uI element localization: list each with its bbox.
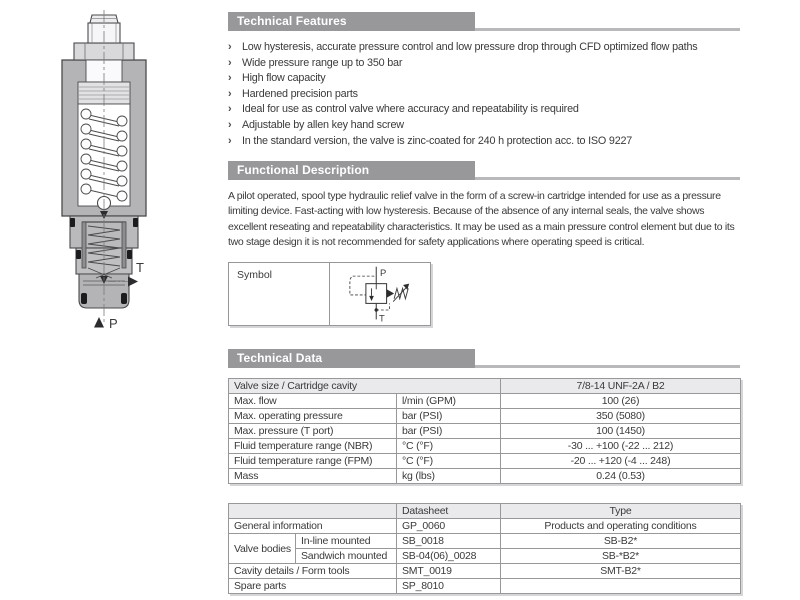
spec-label: Mass [229, 469, 397, 484]
ref-type: SMT-B2* [501, 564, 741, 579]
section-title: Technical Features [237, 14, 347, 28]
valve-cross-section-drawing [52, 10, 192, 335]
spec-value: 100 (26) [501, 394, 741, 409]
feature-text: In the standard version, the valve is zinc-coated for 240 h protection acc. to ISO 9227 [242, 134, 633, 147]
table-header-row [229, 504, 741, 519]
section-functional-description [228, 161, 740, 180]
symbol-t-label: T [379, 312, 385, 324]
bullet-icon: › [228, 118, 232, 131]
list-item [228, 40, 740, 56]
feature-list [228, 40, 740, 149]
table-row [229, 439, 741, 454]
p-port-label: P [109, 316, 118, 331]
spec-unit: kg (lbs) [397, 469, 501, 484]
bullet-icon: › [228, 103, 232, 116]
p-port-marker [94, 316, 118, 331]
ref-datasheet: SMT_0019 [397, 564, 501, 579]
spec-unit: l/min (GPM) [397, 394, 501, 409]
table-row [229, 469, 741, 484]
spec-label: Fluid temperature range (NBR) [229, 439, 397, 454]
spec-label: Fluid temperature range (FPM) [229, 454, 397, 469]
bullet-icon: › [228, 72, 232, 85]
list-item [228, 56, 740, 72]
header-cell: 7/8-14 UNF-2A / B2 [501, 379, 741, 394]
ref-label: General information [229, 519, 397, 534]
bullet-icon: › [228, 56, 232, 69]
symbol-p-label: P [380, 267, 387, 279]
feature-text: Low hysteresis, accurate pressure control and low pressure drop through CFD optimized flow paths [242, 41, 698, 53]
spec-value: -20 ... +120 (-4 ... 248) [501, 454, 741, 469]
table-row [229, 549, 741, 564]
header-cell: Datasheet [397, 504, 501, 519]
ref-type: SB-*B2* [501, 549, 741, 564]
ref-label: Spare parts [229, 579, 397, 594]
section-bar [228, 12, 475, 31]
section-technical-data [228, 349, 740, 368]
feature-text: Adjustable by allen key hand screw [242, 118, 404, 131]
ref-datasheet: SB_0018 [397, 534, 501, 549]
list-item [228, 118, 740, 134]
table-row [229, 519, 741, 534]
section-rule [475, 28, 740, 31]
spec-unit: °C (°F) [397, 454, 501, 469]
bullet-icon: › [228, 134, 232, 147]
spec-value: 0.24 (0.53) [501, 469, 741, 484]
section-technical-features [228, 12, 740, 31]
spec-value: 100 (1450) [501, 424, 741, 439]
ref-type: SB-B2* [501, 534, 741, 549]
hydraulic-symbol [332, 264, 428, 324]
table-row [229, 534, 741, 549]
spec-value: -30 ... +100 (-22 ... 212) [501, 439, 741, 454]
header-cell [229, 504, 397, 519]
table-row [229, 454, 741, 469]
ref-label: Cavity details / Form tools [229, 564, 397, 579]
section-rule [475, 177, 740, 180]
spec-unit: bar (PSI) [397, 409, 501, 424]
spec-unit: bar (PSI) [397, 424, 501, 439]
t-port-label: T [136, 260, 144, 275]
ref-type: Products and operating conditions [501, 519, 741, 534]
ref-datasheet: GP_0060 [397, 519, 501, 534]
list-item [228, 102, 740, 118]
ref-sublabel: Sandwich mounted [296, 549, 397, 564]
ref-datasheet: SB-04(06)_0028 [397, 549, 501, 564]
table-row [229, 394, 741, 409]
ref-label: Valve bodies [229, 534, 296, 564]
list-item [228, 134, 740, 150]
list-item [228, 71, 740, 87]
spec-label: Max. flow [229, 394, 397, 409]
header-cell: Type [501, 504, 741, 519]
ref-type [501, 579, 741, 594]
feature-text: Ideal for use as control valve where accuracy and repeatability is required [242, 103, 579, 116]
spec-value: 350 (5080) [501, 409, 741, 424]
bullet-icon: › [228, 41, 232, 53]
p-port-arrow-icon [94, 317, 104, 328]
section-bar [228, 161, 475, 180]
feature-text: Hardened precision parts [242, 87, 358, 100]
reference-table [228, 503, 741, 594]
table-row [229, 424, 741, 439]
symbol-graphic-cell [330, 263, 430, 325]
spec-label: Max. operating pressure [229, 409, 397, 424]
section-title: Functional Description [237, 163, 370, 177]
table-row [229, 409, 741, 424]
table-header-row [229, 379, 741, 394]
symbol-box [228, 262, 431, 326]
ref-sublabel: In-line mounted [296, 534, 397, 549]
ref-datasheet: SP_8010 [397, 579, 501, 594]
table-row [229, 579, 741, 594]
section-bar [228, 349, 475, 368]
section-rule [475, 365, 740, 368]
list-item [228, 87, 740, 103]
header-cell: Valve size / Cartridge cavity [229, 379, 501, 394]
symbol-label: Symbol [229, 263, 330, 325]
t-port-arrow-icon [128, 277, 138, 287]
functional-description-text: A pilot operated, spool type hydraulic relief valve in the form of a screw-in cartridge intended for use as a pressure limiting device. Fast-acting with low hysteresis. Because of the absence of any internal seals, the valve shows excellent reseating and repeatability characteristics. It may be used as a main pressure control element but due to its two stage design it is not recommended for safety applications where operating speed is critical. [228, 190, 735, 249]
section-title: Technical Data [237, 351, 323, 365]
bullet-icon: › [228, 87, 232, 100]
spec-unit: °C (°F) [397, 439, 501, 454]
spec-label: Max. pressure (T port) [229, 424, 397, 439]
feature-text: High flow capacity [242, 72, 326, 85]
technical-data-table [228, 378, 741, 484]
feature-text: Wide pressure range up to 350 bar [242, 56, 403, 69]
table-row [229, 564, 741, 579]
